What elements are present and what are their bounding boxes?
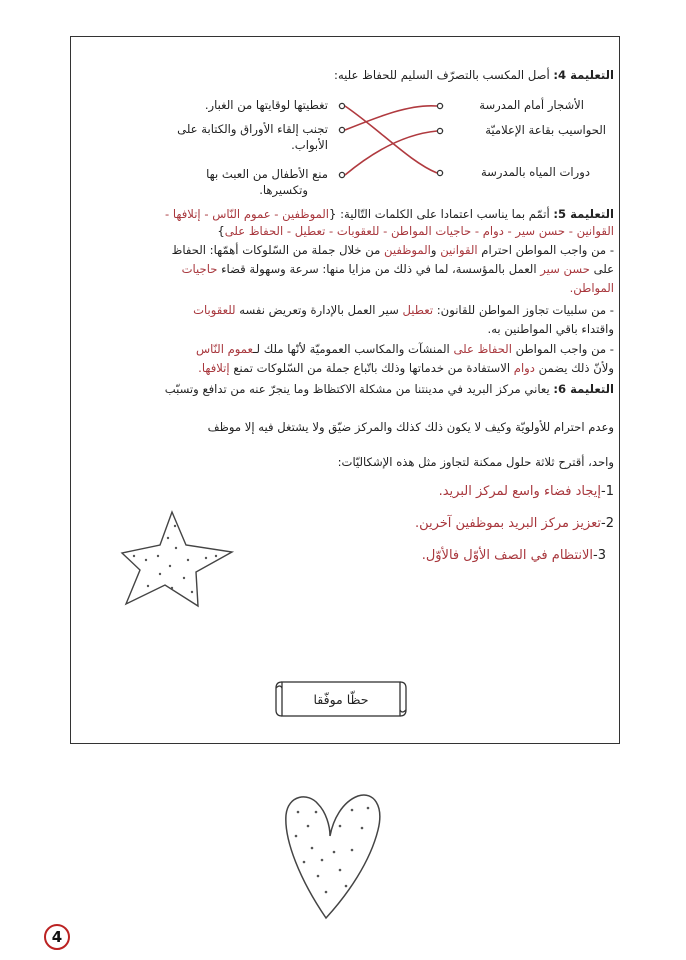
q5-para2-line2: واقتداء باقي المواطنين به. bbox=[487, 322, 614, 336]
q4-left-item-2: الحواسيب بقاعة الإعلاميّة bbox=[485, 123, 606, 137]
q4-instruction: التعليمة 4: أصل المكسب بالتصرّف السليم للحفاظ عليه: bbox=[334, 68, 614, 82]
q5-word-bank: القوانين - حسن سير - دوام - حاجيات المواطن - للعقوبات - تعطيل - الحفاظ على} bbox=[217, 224, 614, 238]
q5-para3-line1: - من واجب المواطن الحفاظ على المنشآت والمكاسب العموميّة لأنّها ملك لـعموم النّاس bbox=[196, 342, 614, 356]
q6-answer-3: 3-الانتظام في الصف الأوّل فالأوّل. bbox=[421, 548, 606, 563]
q5-para1-line2: على حسن سير العمل بالمؤسسة، لما في ذلك من مزايا منها: سرعة وسهولة قضاء حاجيات bbox=[181, 262, 614, 276]
q4-right-item-2b: الأبواب. bbox=[291, 138, 328, 152]
q4-right-item-3: منع الأطفال من العبث بها bbox=[206, 167, 328, 181]
good-luck-text: حظّا موفّقا bbox=[313, 691, 369, 707]
page-number: 4 bbox=[44, 924, 70, 950]
q6-answer-1: 1-إيجاد فضاء واسع لمركز البريد. bbox=[438, 484, 614, 499]
q4-right-item-3b: وتكسيرها. bbox=[259, 183, 308, 197]
q4-left-item-1: الأشجار أمام المدرسة bbox=[479, 98, 584, 112]
q5-para1-line1: - من واجب المواطن احترام القوانين والموظفين من خلال جملة من السّلوكات أهمّها: الحفاظ bbox=[171, 243, 614, 257]
q4-left-item-3: دورات المياه بالمدرسة bbox=[480, 165, 590, 179]
q4-right-item-1: تغطيتها لوقايتها من الغبار. bbox=[204, 98, 328, 112]
q5-instruction: التعليمة 5: أتمّم بما يناسب اعتمادا على الكلمات التّالية: {الموظفين - عموم النّاس - إتلافها - bbox=[165, 207, 614, 221]
q6-instruction-line3: واحد، أقترح ثلاثة حلول ممكنة لتجاوز مثل هذه الإشكاليّات: bbox=[337, 455, 614, 469]
q5-para1-line3: المواطن. bbox=[569, 281, 614, 295]
q6-answer-2: 2-تعزيز مركز البريد بموظفين آخرين. bbox=[414, 516, 614, 531]
q6-instruction-line2: وعدم احترام للأولويّة وكيف لا يكون ذلك كذلك والمركز ضيّق ولا يشتغل فيه إلا موظف bbox=[207, 420, 614, 434]
q6-instruction-line1: التعليمة 6: يعاني مركز البريد في مدينتنا من مشكلة الاكتظاظ وما ينجرّ عنه من تدافع وتسبّب bbox=[164, 382, 614, 396]
q5-para2-line1: - من سلبيات تجاوز المواطن للقانون: تعطيل سير العمل بالإدارة وتعريض نفسه للعقوبات bbox=[193, 303, 614, 317]
q4-right-item-2: تجنب إلقاء الأوراق والكتابة على bbox=[177, 122, 328, 136]
q5-para3-line2: ولأنّ ذلك يضمن دوام الاستفادة من خدماتها وذلك باتّباع جملة من السّلوكات تمنع إتلافها. bbox=[198, 361, 614, 375]
